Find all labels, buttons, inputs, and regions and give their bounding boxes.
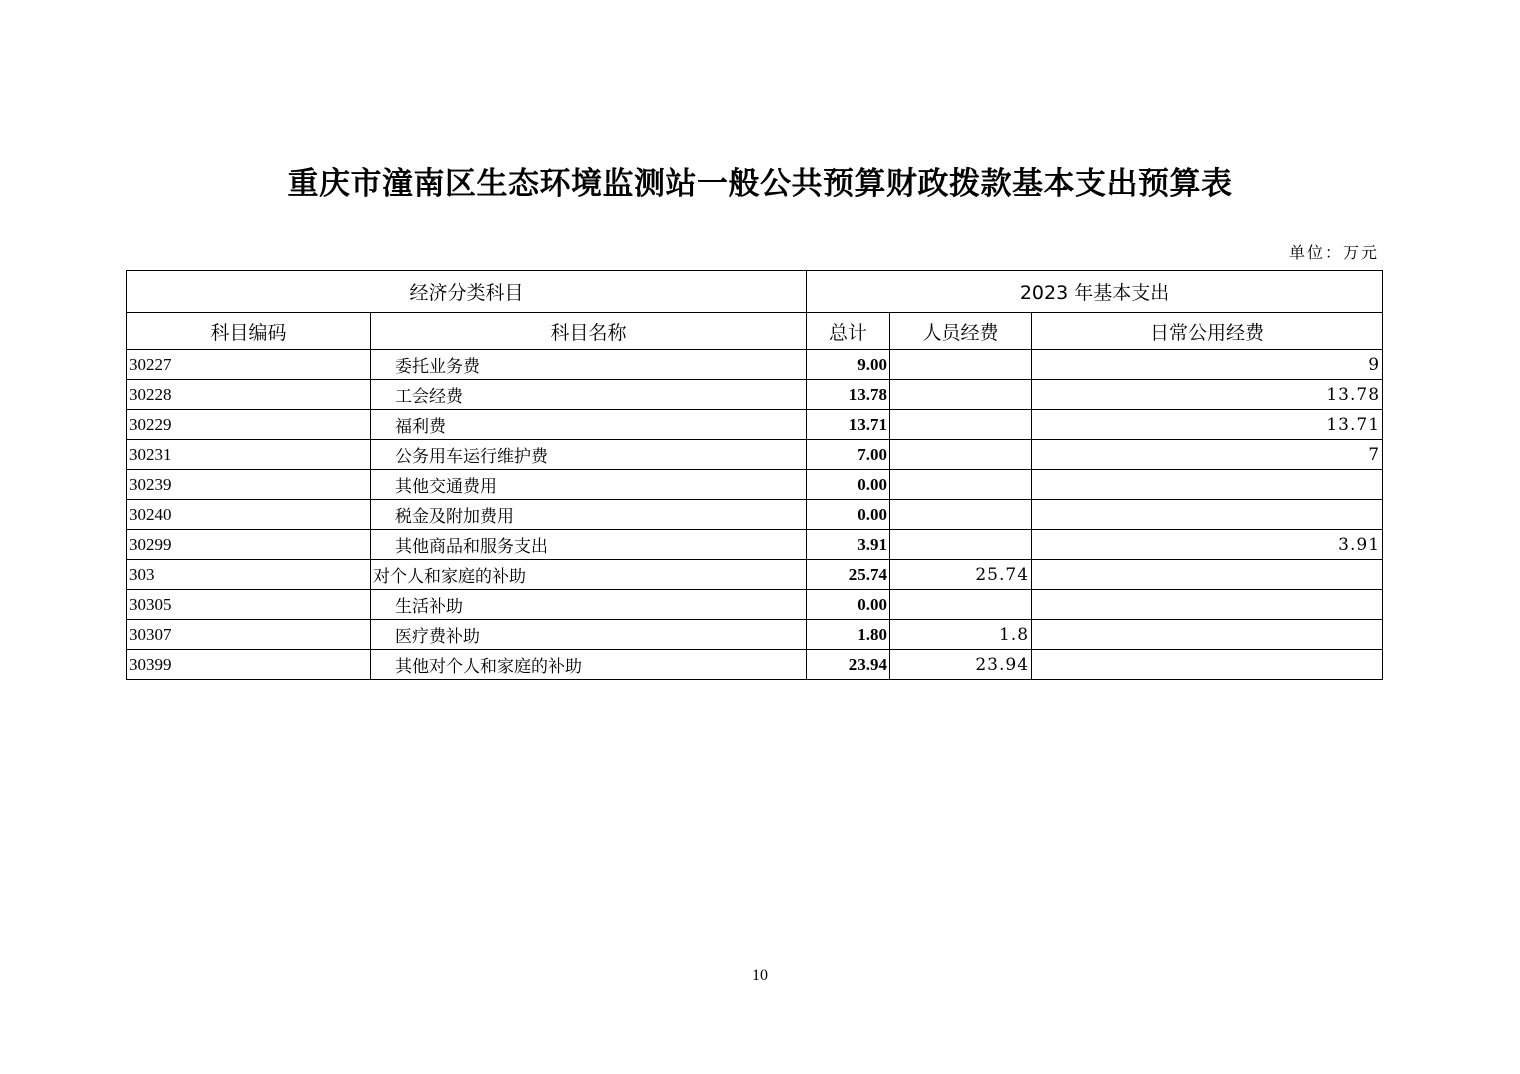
cell-personnel (890, 380, 1032, 410)
cell-total: 0.00 (807, 500, 890, 530)
page-title: 重庆市潼南区生态环境监测站一般公共预算财政拨款基本支出预算表 (287, 166, 1233, 202)
budget-table (126, 270, 1383, 680)
page-number: 10 (752, 967, 768, 984)
cell-total: 23.94 (807, 650, 890, 680)
table-row (127, 410, 1383, 440)
cell-public: 3.91 (1032, 530, 1383, 560)
table-body (127, 350, 1383, 680)
cell-code: 30239 (127, 470, 371, 500)
unit-label: 单位：万元 (1288, 243, 1379, 262)
cell-name: 工会经费 (371, 380, 807, 410)
cell-name: 生活补助 (371, 590, 807, 620)
cell-total: 7.00 (807, 440, 890, 470)
cell-personnel: 1.8 (890, 620, 1032, 650)
cell-name: 对个人和家庭的补助 (371, 560, 807, 590)
header-economic-category: 经济分类科目 (127, 271, 807, 313)
cell-public: 13.78 (1032, 380, 1383, 410)
cell-personnel (890, 440, 1032, 470)
header-code: 科目编码 (127, 313, 371, 350)
cell-personnel (890, 470, 1032, 500)
cell-public (1032, 500, 1383, 530)
table-row (127, 530, 1383, 560)
cell-public (1032, 650, 1383, 680)
cell-name: 医疗费补助 (371, 620, 807, 650)
cell-total: 13.78 (807, 380, 890, 410)
cell-code: 30299 (127, 530, 371, 560)
cell-code: 30307 (127, 620, 371, 650)
table-row (127, 500, 1383, 530)
cell-personnel (890, 530, 1032, 560)
cell-total: 1.80 (807, 620, 890, 650)
cell-total: 0.00 (807, 590, 890, 620)
header-total: 总计 (807, 313, 890, 350)
cell-public: 13.71 (1032, 410, 1383, 440)
table-row (127, 380, 1383, 410)
cell-public (1032, 620, 1383, 650)
cell-code: 30227 (127, 350, 371, 380)
cell-total: 25.74 (807, 560, 890, 590)
cell-code: 30229 (127, 410, 371, 440)
cell-total: 0.00 (807, 470, 890, 500)
cell-code: 30231 (127, 440, 371, 470)
header-name: 科目名称 (371, 313, 807, 350)
cell-total: 3.91 (807, 530, 890, 560)
table-row (127, 650, 1383, 680)
cell-public: 7 (1032, 440, 1383, 470)
table-row (127, 470, 1383, 500)
table-row (127, 590, 1383, 620)
cell-total: 9.00 (807, 350, 890, 380)
cell-name: 税金及附加费用 (371, 500, 807, 530)
cell-name: 公务用车运行维护费 (371, 440, 807, 470)
cell-code: 30305 (127, 590, 371, 620)
cell-total: 13.71 (807, 410, 890, 440)
cell-personnel (890, 410, 1032, 440)
header-row-group (127, 271, 1383, 313)
cell-personnel (890, 500, 1032, 530)
table-row (127, 620, 1383, 650)
header-personnel: 人员经费 (890, 313, 1032, 350)
cell-personnel (890, 350, 1032, 380)
table-row (127, 440, 1383, 470)
cell-code: 30399 (127, 650, 371, 680)
header-public: 日常公用经费 (1032, 313, 1383, 350)
cell-name: 其他对个人和家庭的补助 (371, 650, 807, 680)
cell-personnel: 25.74 (890, 560, 1032, 590)
header-basic-expenditure: 2023 年基本支出 (807, 271, 1383, 313)
cell-public (1032, 590, 1383, 620)
cell-code: 303 (127, 560, 371, 590)
cell-personnel: 23.94 (890, 650, 1032, 680)
cell-name: 委托业务费 (371, 350, 807, 380)
cell-public (1032, 470, 1383, 500)
cell-code: 30228 (127, 380, 371, 410)
header-row-columns (127, 313, 1383, 350)
cell-name: 其他交通费用 (371, 470, 807, 500)
cell-name: 福利费 (371, 410, 807, 440)
cell-personnel (890, 590, 1032, 620)
cell-public (1032, 560, 1383, 590)
table-row (127, 560, 1383, 590)
cell-code: 30240 (127, 500, 371, 530)
cell-public: 9 (1032, 350, 1383, 380)
cell-name: 其他商品和服务支出 (371, 530, 807, 560)
table-row (127, 350, 1383, 380)
